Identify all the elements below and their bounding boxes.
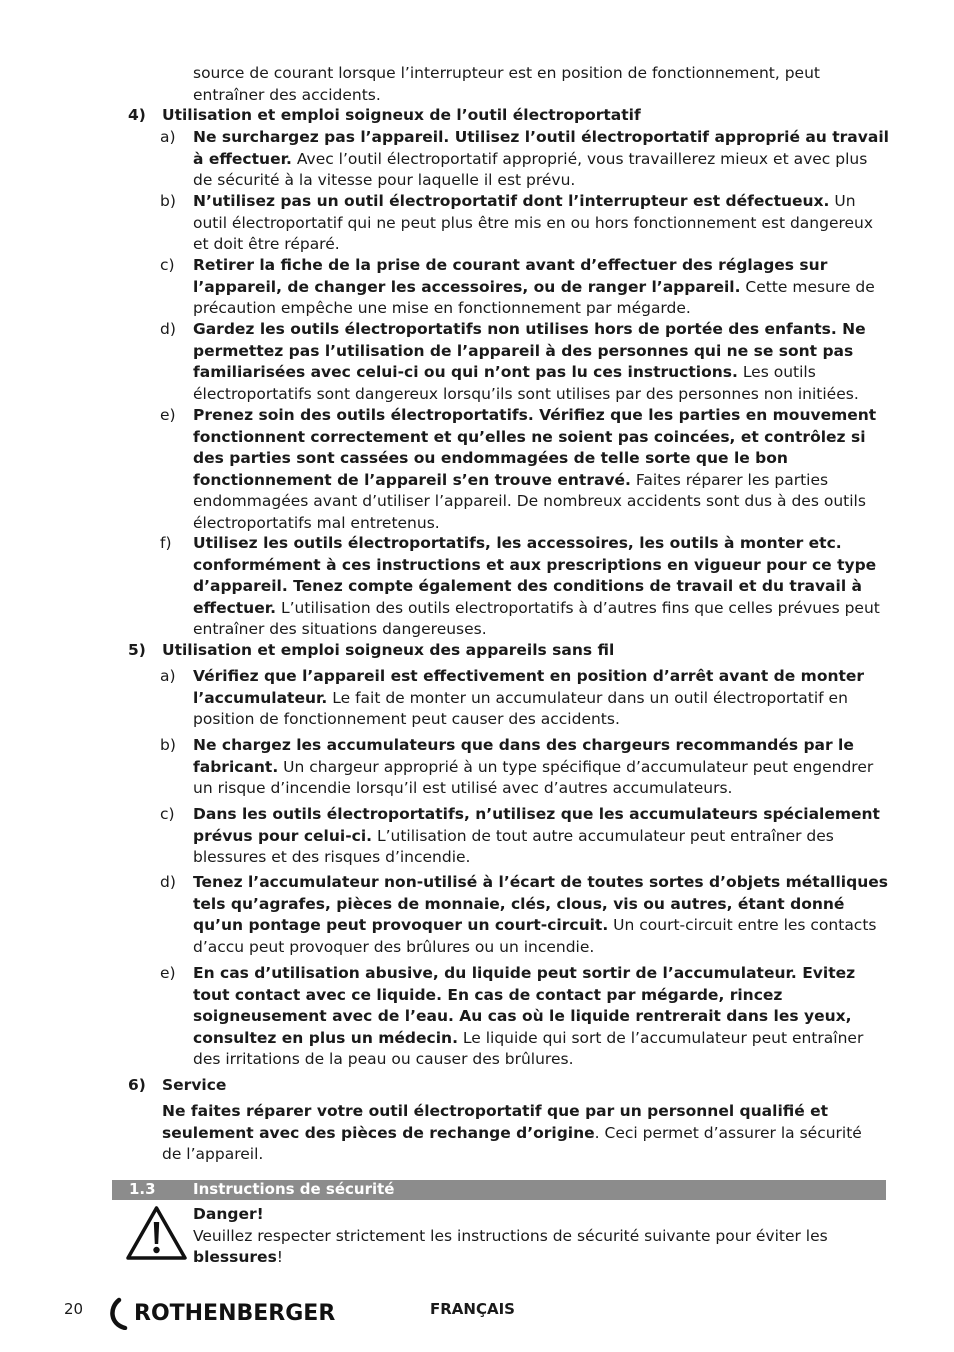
service-text: . Ceci permet d’assurer la sécurité de l’appareil.: [162, 1123, 862, 1163]
section-number: 1.3: [129, 1180, 156, 1198]
list-item: [160, 533, 890, 641]
item-bold-text: Prenez soin des outils électroportatifs. Vérifiez que les parties en mouvement fonctionnent correctement et qu’elles ne soient pas coincées, et contrôlez si des parties sont cassées ou endommagées de telle sorte que le bon fonctionnement de l’appareil s’en trouve entravé.: [193, 406, 877, 489]
service-bold-text: Ne faites réparer votre outil électroportatif que par un personnel qualifié et seulement avec des pièces de rechange d’origine: [162, 1102, 829, 1142]
list-item: [160, 735, 890, 800]
item-letter: f): [160, 534, 172, 552]
item-letter: c): [160, 805, 175, 823]
item-bold-text: Tenez l’accumulateur non-utilisé à l’écart de toutes sortes d’objets métalliques tels qu’agrafes, pièces de monnaie, clés, clous, vis ou autres, étant donné qu’un pontage peut provoquer un court-circuit.: [193, 873, 888, 934]
item-text: Les outils électroportatifs sont dangereux lorsqu’ils sont utilises par des personnes non initiées.: [193, 363, 859, 403]
item-bold-text: Retirer la fiche de la prise de courant avant d’effectuer des réglages sur l’appareil, de changer les accessoires, ou de ranger l’appareil.: [193, 256, 828, 296]
list-item: [160, 405, 890, 534]
list-item: [160, 127, 890, 192]
danger-notice: [193, 1204, 883, 1269]
danger-text: Veuillez respecter strictement les instructions de sécurité suivante pour éviter les: [193, 1226, 828, 1245]
list-item: [160, 872, 890, 958]
section-6-heading: [128, 1075, 226, 1097]
list-item: [160, 319, 890, 405]
item-text: L’utilisation de tout autre accumulateur peut entraîner des blessures et des risques d’incendie.: [193, 826, 834, 866]
list-item: [160, 255, 890, 320]
danger-heading: Danger!: [193, 1205, 264, 1223]
item-letter: e): [160, 406, 176, 424]
list-item: [160, 804, 890, 869]
section-title: Utilisation et emploi soigneux de l’outil électroportatif: [162, 106, 641, 124]
item-bold-text: Ne chargez les accumulateurs que dans des chargeurs recommandés par le fabricant.: [193, 736, 854, 776]
section-number: 4): [128, 106, 146, 124]
language-label: FRANÇAIS: [430, 1300, 515, 1318]
item-bold-text: Dans les outils électroportatifs, n’utilisez que les accumulateurs spécialement prévus pour celui-ci.: [193, 805, 880, 845]
list-item: [160, 191, 890, 256]
item-text: Un chargeur approprié à un type spécifique d’accumulateur peut engendrer un risque d’incendie lorsqu’il est utilisé avec d’autres accumulateurs.: [193, 757, 874, 797]
section-number: 5): [128, 641, 146, 659]
section-4-heading: [128, 105, 641, 127]
rothenberger-logo: [107, 1294, 347, 1330]
item-letter: d): [160, 320, 176, 338]
item-letter: c): [160, 256, 175, 274]
item-text: Le fait de monter un accumulateur dans un outil électroportatif en position de fonctionnement peut causer des accidents.: [193, 688, 848, 728]
logo-text: ROTHENBERGER: [134, 1301, 336, 1326]
item-bold-text: Vérifiez que l’appareil est effectivement en position d’arrêt avant de monter l’accumulateur.: [193, 667, 865, 707]
item-text: Un court-circuit entre les contacts d’accu peut provoquer des brûlures ou un incendie.: [193, 916, 877, 956]
item-text: Avec l’outil électroportatif approprié, vous travaillerez mieux et avec plus de sécurité à la vitesse pour laquelle il est prévu.: [193, 149, 868, 189]
danger-bold-word: blessures: [193, 1248, 277, 1266]
item-text: Le liquide qui sort de l’accumulateur peut entraîner des irritations de la peau ou causer des brûlures.: [193, 1028, 864, 1068]
item-text: Cette mesure de précaution empêche une mise en fonctionnement par mégarde.: [193, 277, 875, 317]
list-item: [160, 666, 890, 731]
item-text: Un outil électroportatif qui ne peut plus être mis en ou hors fonctionnement est dangereux et doit être réparé.: [193, 192, 874, 253]
section-title: Service: [162, 1076, 227, 1094]
section-title: Utilisation et emploi soigneux des appareils sans fil: [162, 641, 615, 659]
page-number: 20: [64, 1300, 84, 1318]
item-bold-text: En cas d’utilisation abusive, du liquide peut sortir de l’accumulateur. Evitez tout contact avec ce liquide. En cas de contact par mégarde, rincez soigneusement avec de l’eau. Au cas où le liquide rentrerait dans les yeux, consultez en plus un médecin.: [193, 964, 856, 1047]
item-bold-text: Ne surchargez pas l’appareil. Utilisez l’outil électroportatif approprié au travail à effectuer.: [193, 128, 889, 168]
item-letter: a): [160, 667, 176, 685]
service-paragraph: [162, 1101, 882, 1166]
item-letter: e): [160, 964, 176, 982]
item-text: L’utilisation des outils electroportatifs à d’autres fins que celles prévues peut entraîner des situations dangereuses.: [193, 598, 880, 638]
section-title: Instructions de sécurité: [193, 1180, 395, 1198]
section-number: 6): [128, 1076, 146, 1094]
danger-end: !: [276, 1248, 284, 1266]
section-5-heading: [128, 640, 614, 662]
item-bold-text: Gardez les outils électroportatifs non utilises hors de portée des enfants. Ne permettez pas l’utilisation de l’appareil à des personnes qui ne se sont pas familiarisées avec celui-ci ou qui n’ont pas lu ces instructions.: [193, 320, 866, 381]
item-bold-text: N’utilisez pas un outil électroportatif dont l’interrupteur est défectueux.: [193, 192, 830, 210]
item-letter: b): [160, 736, 176, 754]
item-text: Faites réparer les parties endommagées avant d’utiliser l’appareil. De nombreux accidents sont dus à des outils électroportatifs mal entretenus.: [193, 470, 866, 532]
item-letter: d): [160, 873, 176, 891]
warning-triangle-icon: [126, 1206, 187, 1260]
section-1-3-header: [112, 1180, 886, 1200]
intro-text: source de courant lorsque l’interrupteur est en position de fonctionnement, peut entraîner des accidents.: [193, 64, 820, 104]
item-letter: a): [160, 128, 176, 146]
item-bold-text: Utilisez les outils électroportatifs, les accessoires, les outils à monter etc. conformément à ces instructions et aux prescriptions en vigueur pour ce type d’appareil. Tenez compte également des conditions de travail et du travail à effectuer.: [193, 534, 877, 617]
item-letter: b): [160, 192, 176, 210]
list-item: [160, 963, 890, 1071]
